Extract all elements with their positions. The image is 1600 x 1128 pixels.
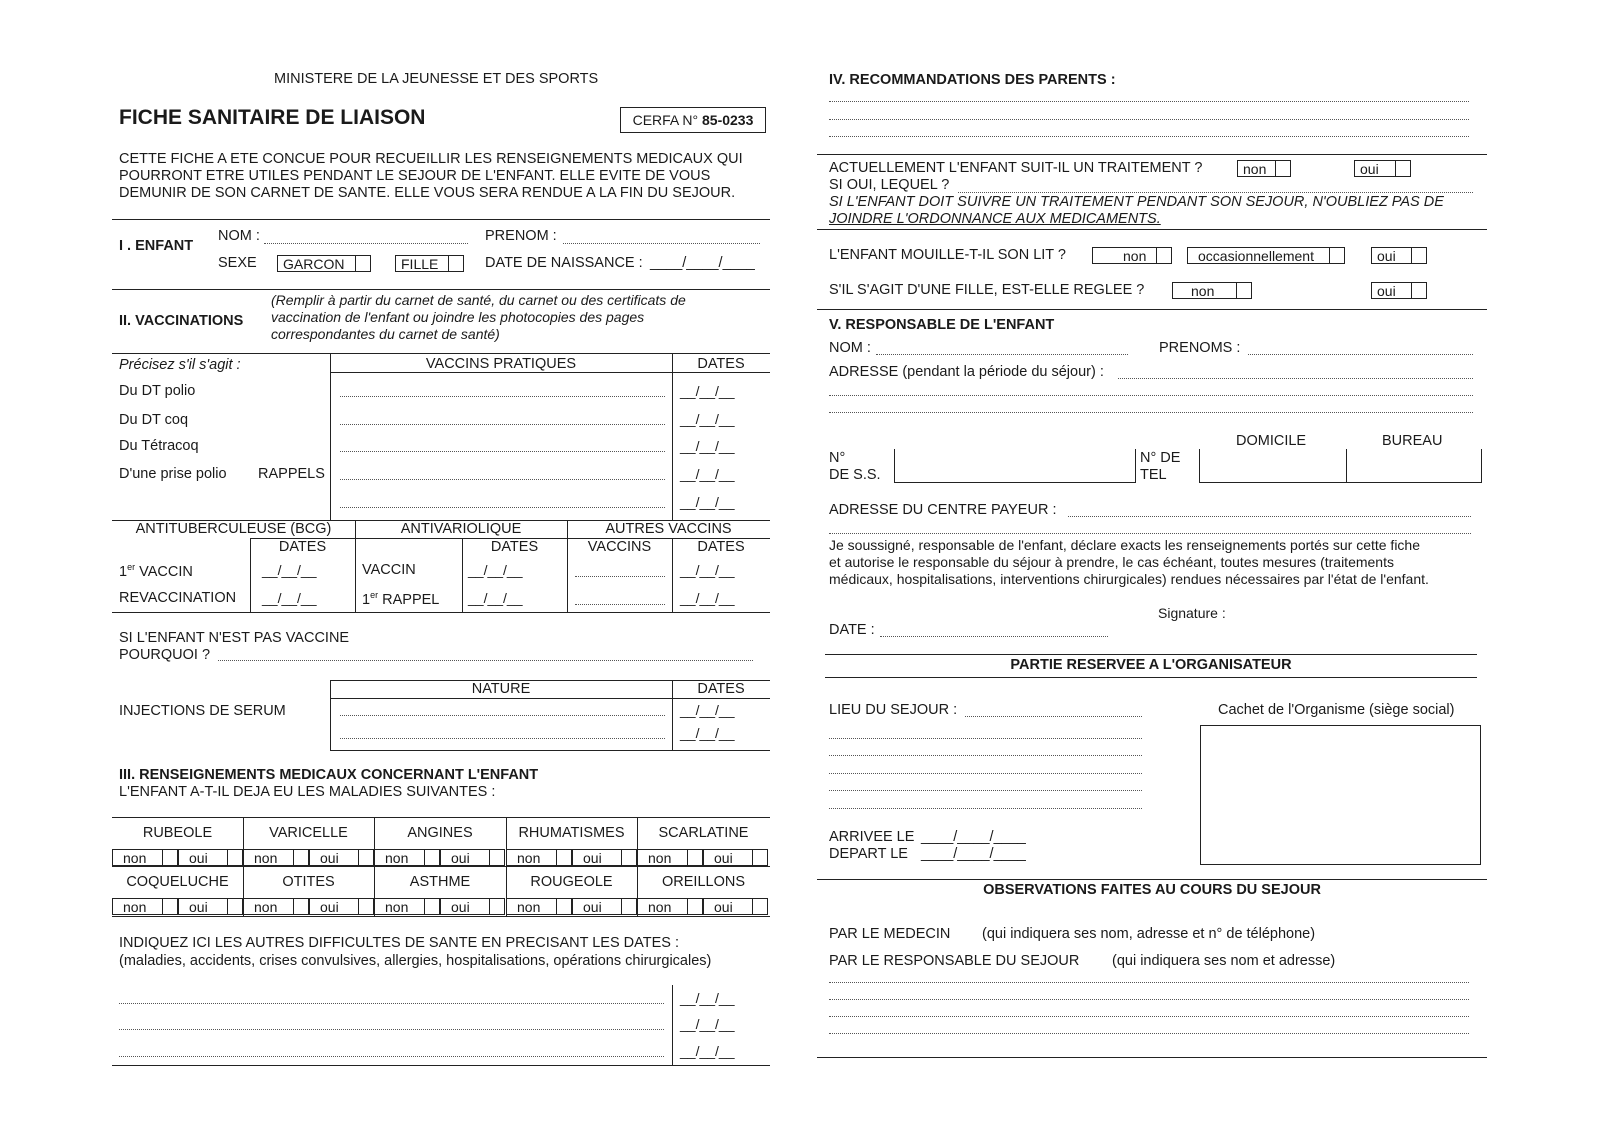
- checkbox-square: [752, 899, 767, 914]
- intro-line: POURRONT ETRE UTILES PENDANT LE SEJOUR DE L'ENFANT. ELLE EVITE DE VOUS: [119, 168, 711, 184]
- resp-nom-label: NOM :: [829, 340, 871, 356]
- payeur-field[interactable]: [1068, 516, 1471, 517]
- oui-label: oui: [1360, 161, 1379, 177]
- checkbox-square: [162, 899, 177, 914]
- date-field[interactable]: __/__/__: [680, 411, 735, 427]
- mouille-occasionnellement-checkbox[interactable]: [1187, 247, 1345, 264]
- date-field[interactable]: __/__/__: [680, 383, 735, 399]
- section-enfant: I . ENFANT: [119, 238, 194, 254]
- row-prise-polio: D'une prise polio: [119, 466, 227, 482]
- medecin-label: PAR LE MEDECIN: [829, 926, 951, 942]
- resp-prenoms-label: PRENOMS :: [1159, 340, 1241, 356]
- disease-rougeole: ROUGEOLE: [530, 874, 613, 890]
- traitement-note: [829, 194, 1444, 228]
- checkbox-square: [424, 850, 439, 865]
- coqueluche-oui-checkbox[interactable]: [178, 898, 243, 915]
- vacc-note: [271, 292, 686, 343]
- signature-label: Signature :: [1158, 605, 1226, 621]
- date-field[interactable]: __/__/__: [468, 562, 523, 578]
- date-field[interactable]: __/__/__: [680, 438, 735, 454]
- checkbox-square: [621, 850, 636, 865]
- date-field[interactable]: __/__/__: [680, 702, 735, 718]
- resp-sejour-note: (qui indiquera ses nom et adresse): [1112, 953, 1336, 969]
- autres-difficultes-sub: (maladies, accidents, crises convulsives, allergies, hospitalisations, opérations chirurgicales): [119, 953, 712, 969]
- oui-label: oui: [320, 899, 339, 915]
- enfant-nom-label: NOM :: [218, 228, 260, 244]
- section-responsable: V. RESPONSABLE DE L'ENFANT: [829, 317, 1055, 333]
- disease-rhumatismes: RHUMATISMES: [518, 825, 625, 841]
- arrivee-field[interactable]: ____/____/____: [921, 829, 1026, 845]
- rubeole-non-checkbox[interactable]: [112, 849, 178, 866]
- resp-nom-field[interactable]: [876, 354, 1128, 355]
- dob-field[interactable]: ____/____/____: [650, 255, 755, 271]
- oui-label: oui: [189, 899, 208, 915]
- checkbox-square: [1156, 248, 1171, 263]
- cachet-label: Cachet de l'Organisme (siège social): [1218, 702, 1455, 718]
- rougeole-oui-checkbox[interactable]: [572, 898, 637, 915]
- asthme-oui-checkbox[interactable]: [440, 898, 505, 915]
- pourquoi-field[interactable]: [218, 660, 753, 661]
- arrivee-label: ARRIVEE LE: [829, 829, 915, 845]
- section-observations: OBSERVATIONS FAITES AU COURS DU SEJOUR: [983, 882, 1321, 898]
- disease-angines: ANGINES: [407, 825, 473, 841]
- bcg-header: ANTITUBERCULEUSE (BCG): [135, 521, 332, 537]
- oui-label: oui: [1377, 283, 1396, 299]
- autre-vaccin-field[interactable]: [575, 604, 665, 605]
- non-vaccine-text: [119, 630, 349, 664]
- mouille-non-checkbox[interactable]: [1092, 247, 1172, 264]
- checkbox-square: [227, 850, 242, 865]
- depart-field[interactable]: ____/____/____: [921, 846, 1026, 862]
- date-field[interactable]: __/__/__: [680, 1016, 735, 1032]
- depart-label: DEPART LE: [829, 846, 908, 862]
- reglee-oui-checkbox[interactable]: [1371, 282, 1427, 299]
- checkbox-square: [1411, 283, 1426, 298]
- checkbox-square: [358, 850, 373, 865]
- col-nature: NATURE: [471, 681, 531, 697]
- enfant-prenom-field[interactable]: [563, 243, 760, 244]
- serum-nature-field[interactable]: [340, 738, 665, 739]
- varicelle-oui-checkbox[interactable]: [309, 849, 374, 866]
- cerfa-label: CERFA N°: [632, 112, 699, 128]
- oui-label: oui: [1377, 248, 1396, 264]
- checkbox-square: [752, 850, 767, 865]
- medecin-note: (qui indiquera ses nom, adresse et n° de téléphone): [982, 926, 1316, 942]
- row-tetracoq: Du Tétracoq: [119, 438, 199, 454]
- col-dates: DATES: [697, 356, 745, 372]
- observation-field[interactable]: [829, 1016, 1469, 1017]
- otites-non-checkbox[interactable]: [243, 898, 309, 915]
- intro-line: CETTE FICHE A ETE CONCUE POUR RECUEILLIR LES RENSEIGNEMENTS MEDICAUX QUI: [119, 151, 743, 167]
- section-medical: III. RENSEIGNEMENTS MEDICAUX CONCERNANT L'ENFANT: [119, 767, 539, 783]
- non-label: non: [517, 850, 541, 866]
- declaration-line: médicaux, hospitalisations, interventions chirurgicales) rendues nécessaires par l'état de l'enfant.: [829, 571, 1429, 587]
- reco-field[interactable]: [829, 101, 1469, 102]
- resp-adresse-field[interactable]: [1118, 378, 1473, 379]
- domicile-label: DOMICILE: [1236, 433, 1307, 449]
- lieu-label: LIEU DU SEJOUR :: [829, 702, 958, 718]
- rappel-word: RAPPEL: [382, 591, 440, 608]
- lieu-field[interactable]: [829, 790, 1142, 791]
- checkbox-square: [355, 256, 370, 271]
- vacc-note-line: correspondantes du carnet de santé): [271, 326, 500, 342]
- resp-adresse-field[interactable]: [829, 395, 1473, 396]
- lequel-field[interactable]: [958, 192, 1473, 193]
- payeur-field[interactable]: [829, 533, 1471, 534]
- observation-field[interactable]: [829, 1033, 1469, 1034]
- rhumatismes-non-checkbox[interactable]: [506, 849, 572, 866]
- antivariolique-header: ANTIVARIOLIQUE: [400, 521, 522, 537]
- oreillons-oui-checkbox[interactable]: [703, 898, 768, 915]
- vaccin-label: VACCIN: [362, 562, 416, 578]
- date-field[interactable]: __/__/__: [680, 590, 735, 606]
- form-title: FICHE SANITAIRE DE LIAISON: [119, 106, 426, 129]
- date-field[interactable]: __/__/__: [262, 562, 317, 578]
- tel-domicile-field[interactable]: [1199, 449, 1347, 483]
- angines-oui-checkbox[interactable]: [440, 849, 505, 866]
- mouille-question: L'ENFANT MOUILLE-T-IL SON LIT ?: [829, 247, 1066, 263]
- maladies-subtitle: L'ENFANT A-T-IL DEJA EU LES MALADIES SUIVANTES :: [119, 784, 496, 800]
- lieu-field[interactable]: [829, 773, 1142, 774]
- rhumatismes-oui-checkbox[interactable]: [572, 849, 637, 866]
- oui-label: oui: [451, 850, 470, 866]
- disease-scarlatine: SCARLATINE: [658, 825, 749, 841]
- disease-rubeole: RUBEOLE: [142, 825, 213, 841]
- tel-label: [1140, 450, 1180, 484]
- lieu-field[interactable]: [965, 716, 1142, 717]
- ordinal: 1: [119, 563, 128, 580]
- payeur-label: ADRESSE DU CENTRE PAYEUR :: [829, 502, 1057, 518]
- col-dates: DATES: [490, 539, 539, 555]
- autres-difficultes-label: INDIQUEZ ICI LES AUTRES DIFFICULTES DE SANTE EN PRECISANT LES DATES :: [119, 935, 679, 951]
- disease-coqueluche: COQUELUCHE: [126, 874, 229, 890]
- non-label: non: [1191, 283, 1215, 299]
- non-label: non: [123, 850, 147, 866]
- occasionnellement-label: occasionnellement: [1198, 248, 1314, 264]
- disease-oreillons: OREILLONS: [662, 874, 745, 890]
- cachet-box[interactable]: [1200, 725, 1481, 865]
- non-label: non: [648, 899, 672, 915]
- oui-label: oui: [451, 899, 470, 915]
- resp-sejour-label: PAR LE RESPONSABLE DU SEJOUR: [829, 953, 1080, 969]
- disease-asthme: ASTHME: [409, 874, 471, 890]
- asthme-non-checkbox[interactable]: [374, 898, 440, 915]
- autre-vaccin-field[interactable]: [575, 576, 665, 577]
- reco-field[interactable]: [829, 119, 1469, 120]
- disease-otites: OTITES: [282, 874, 335, 890]
- resp-prenoms-field[interactable]: [1248, 354, 1473, 355]
- vacc-note-line: vaccination de l'enfant ou joindre les photocopies des pages: [271, 309, 645, 325]
- checkbox-square: [1411, 248, 1426, 263]
- rougeole-non-checkbox[interactable]: [506, 898, 572, 915]
- precisez-label: Précisez s'il s'agit :: [119, 357, 241, 373]
- checkbox-square: [489, 899, 504, 914]
- row-dt-polio: Du DT polio: [119, 383, 196, 399]
- ordinal: 1: [362, 591, 371, 608]
- declaration-line: Je soussigné, responsable de l'enfant, déclare exacts les renseignements portés sur cette fiche: [829, 537, 1421, 553]
- scarlatine-oui-checkbox[interactable]: [703, 849, 768, 866]
- col-vaccins-pratiques: VACCINS PRATIQUES: [425, 356, 577, 372]
- ss-number-field[interactable]: [894, 449, 1136, 483]
- tel-label-line: N° DE: [1140, 450, 1181, 466]
- non-label: non: [648, 850, 672, 866]
- non-label: non: [1123, 248, 1147, 264]
- col-dates: DATES: [278, 539, 327, 555]
- checkbox-square: [358, 899, 373, 914]
- date-field[interactable]: __/__/__: [262, 590, 317, 606]
- scarlatine-non-checkbox[interactable]: [637, 849, 703, 866]
- enfant-nom-field[interactable]: [264, 243, 468, 244]
- vaccin-word: VACCIN: [139, 563, 193, 580]
- oui-label: oui: [714, 899, 733, 915]
- resp-date-field[interactable]: [880, 636, 1108, 637]
- ordinal-suffix: er: [127, 562, 136, 572]
- difficulte-field[interactable]: [119, 1029, 664, 1030]
- cerfa-box: [620, 107, 766, 133]
- garcon-checkbox[interactable]: [277, 255, 371, 272]
- note-line: JOINDRE L'ORDONNANCE AUX MEDICAMENTS.: [829, 211, 1161, 227]
- section-recommandations: IV. RECOMMANDATIONS DES PARENTS :: [829, 72, 1116, 88]
- premier-vaccin-label: [119, 562, 193, 580]
- checkbox-square: [1329, 248, 1344, 263]
- non-label: non: [123, 899, 147, 915]
- ss-label: [829, 450, 881, 484]
- lequel-label: SI OUI, LEQUEL ?: [829, 177, 950, 193]
- non-label: non: [1243, 161, 1267, 177]
- resp-adresse-field[interactable]: [829, 412, 1473, 413]
- checkbox-square: [293, 899, 308, 914]
- difficulte-field[interactable]: [119, 1003, 664, 1004]
- fille-label: FILLE: [401, 256, 439, 272]
- declaration-text: [829, 537, 1429, 588]
- coqueluche-non-checkbox[interactable]: [112, 898, 178, 915]
- intro-text: [119, 151, 743, 202]
- date-field[interactable]: __/__/__: [680, 990, 735, 1006]
- vaccin-field[interactable]: [340, 479, 665, 480]
- intro-line: DEMUNIR DE SON CARNET DE SANTE. ELLE VOUS SERA RENDUE A LA FIN DU SEJOUR.: [119, 185, 736, 201]
- tel-label-line: TEL: [1140, 467, 1167, 483]
- col-vaccins: VACCINS: [587, 539, 652, 555]
- revaccination-label: REVACCINATION: [119, 590, 237, 606]
- reglee-question: S'IL S'AGIT D'UNE FILLE, EST-ELLE REGLEE ?: [829, 282, 1145, 298]
- checkbox-square: [687, 850, 702, 865]
- vaccin-field[interactable]: [340, 396, 665, 397]
- resp-date-label: DATE :: [829, 622, 875, 638]
- col-dates: DATES: [697, 681, 745, 697]
- oui-label: oui: [189, 850, 208, 866]
- varicelle-non-checkbox[interactable]: [243, 849, 309, 866]
- col-dates: DATES: [697, 539, 745, 555]
- checkbox-square: [1275, 161, 1290, 176]
- oui-label: oui: [714, 850, 733, 866]
- observation-field[interactable]: [829, 982, 1469, 983]
- ministry-header: MINISTERE DE LA JEUNESSE ET DES SPORTS: [274, 71, 599, 87]
- cerfa-number: 85-0233: [702, 112, 754, 128]
- checkbox-square: [227, 899, 242, 914]
- angines-non-checkbox[interactable]: [374, 849, 440, 866]
- oreillons-non-checkbox[interactable]: [637, 898, 703, 915]
- non-label: non: [254, 899, 278, 915]
- rappels-label: RAPPELS: [258, 466, 325, 482]
- checkbox-square: [687, 899, 702, 914]
- vaccin-field[interactable]: [340, 507, 665, 508]
- vacc-note-line: (Remplir à partir du carnet de santé, du carnet ou des certificats de: [271, 292, 686, 308]
- checkbox-square: [293, 850, 308, 865]
- date-field[interactable]: __/__/__: [468, 590, 523, 606]
- ss-label-line: DE S.S.: [829, 467, 881, 483]
- reco-field[interactable]: [829, 136, 1469, 137]
- pourquoi-label: POURQUOI ?: [119, 647, 211, 663]
- traitement-non-checkbox[interactable]: [1237, 160, 1291, 177]
- sexe-label: SEXE: [218, 255, 257, 271]
- serum-label: INJECTIONS DE SERUM: [119, 703, 286, 719]
- declaration-line: et autorise le responsable du séjour à prendre, le cas échéant, toutes mesures (traitements: [829, 554, 1394, 570]
- enfant-prenom-label: PRENOM :: [485, 228, 557, 244]
- non-vaccine-line: SI L'ENFANT N'EST PAS VACCINE: [119, 630, 350, 646]
- vaccin-field[interactable]: [340, 424, 665, 425]
- traitement-question: ACTUELLEMENT L'ENFANT SUIT-IL UN TRAITEMENT ?: [829, 160, 1203, 176]
- serum-nature-field[interactable]: [340, 715, 665, 716]
- oui-label: oui: [320, 850, 339, 866]
- oui-label: oui: [583, 850, 602, 866]
- fille-checkbox[interactable]: [395, 255, 464, 272]
- ordinal-suffix: er: [370, 590, 379, 600]
- traitement-oui-checkbox[interactable]: [1354, 160, 1411, 177]
- row-dt-coq: Du DT coq: [119, 412, 189, 428]
- garcon-label: GARCON: [283, 256, 345, 272]
- non-label: non: [385, 850, 409, 866]
- lieu-field[interactable]: [829, 738, 1142, 739]
- rubeole-oui-checkbox[interactable]: [178, 849, 243, 866]
- non-label: non: [385, 899, 409, 915]
- checkbox-square: [489, 850, 504, 865]
- autres-vaccins-header: AUTRES VACCINS: [605, 521, 732, 537]
- mouille-oui-checkbox[interactable]: [1371, 247, 1427, 264]
- checkbox-square: [1395, 161, 1410, 176]
- checkbox-square: [424, 899, 439, 914]
- difficulte-field[interactable]: [119, 1056, 664, 1057]
- date-field[interactable]: __/__/__: [680, 562, 735, 578]
- lieu-field[interactable]: [829, 808, 1142, 809]
- resp-adresse-label: ADRESSE (pendant la période du séjour) :: [829, 364, 1104, 380]
- ss-label-line: N°: [829, 450, 846, 466]
- checkbox-square: [556, 899, 571, 914]
- non-label: non: [254, 850, 278, 866]
- section-vaccinations: II. VACCINATIONS: [119, 313, 244, 329]
- date-field[interactable]: __/__/__: [680, 1043, 735, 1059]
- checkbox-square: [1236, 283, 1251, 298]
- premier-rappel-label: [362, 590, 439, 608]
- reglee-non-checkbox[interactable]: [1172, 282, 1252, 299]
- checkbox-square: [621, 899, 636, 914]
- checkbox-square: [162, 850, 177, 865]
- oui-label: oui: [583, 899, 602, 915]
- bureau-label: BUREAU: [1382, 433, 1443, 449]
- observation-field[interactable]: [829, 999, 1469, 1000]
- vaccin-field[interactable]: [340, 451, 665, 452]
- checkbox-square: [448, 256, 463, 271]
- date-field[interactable]: __/__/__: [680, 725, 735, 741]
- disease-varicelle: VARICELLE: [269, 825, 348, 841]
- tel-bureau-field[interactable]: [1345, 449, 1482, 483]
- date-field[interactable]: __/__/__: [680, 466, 735, 482]
- date-field[interactable]: __/__/__: [680, 494, 735, 510]
- section-organisateur: PARTIE RESERVEE A L'ORGANISATEUR: [1010, 657, 1292, 673]
- otites-oui-checkbox[interactable]: [309, 898, 374, 915]
- non-label: non: [517, 899, 541, 915]
- note-line: SI L'ENFANT DOIT SUIVRE UN TRAITEMENT PENDANT SON SEJOUR, N'OUBLIEZ PAS DE: [829, 194, 1444, 210]
- checkbox-square: [556, 850, 571, 865]
- dob-label: DATE DE NAISSANCE :: [485, 255, 643, 271]
- lieu-field[interactable]: [829, 755, 1142, 756]
